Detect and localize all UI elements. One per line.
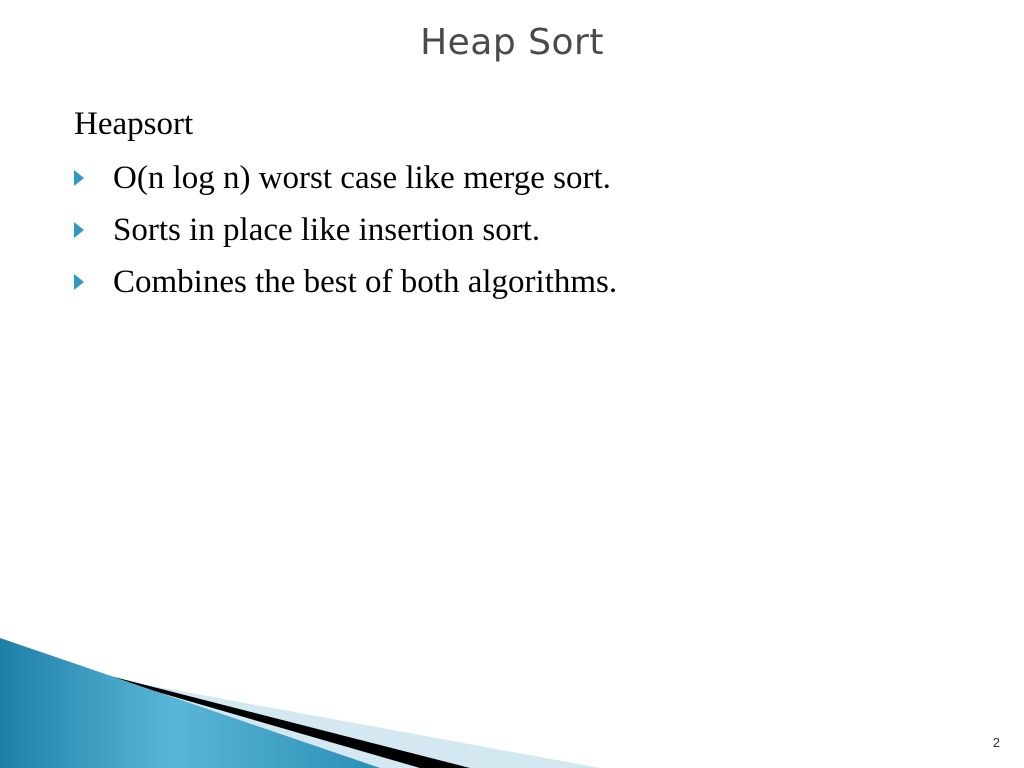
bullet-text: Sorts in place like insertion sort. <box>113 211 541 248</box>
triangle-right-icon <box>74 170 113 186</box>
bullet-text: O(n log n) worst case like merge sort. <box>113 159 611 196</box>
page-number: 2 <box>992 735 1000 750</box>
list-item <box>74 152 617 204</box>
slide-title: Heap Sort <box>420 22 604 63</box>
triangle-right-icon <box>74 222 113 238</box>
slide-body <box>74 104 617 308</box>
triangle-right-icon <box>74 274 113 290</box>
footer-decoration <box>0 638 1024 768</box>
footer-blue-wedge <box>0 638 380 768</box>
bullet-text: Combines the best of both algorithms. <box>113 263 618 300</box>
bullet-list <box>74 152 617 308</box>
list-item <box>74 204 617 256</box>
slide-heading: Heapsort <box>74 106 194 142</box>
list-item <box>74 256 617 308</box>
